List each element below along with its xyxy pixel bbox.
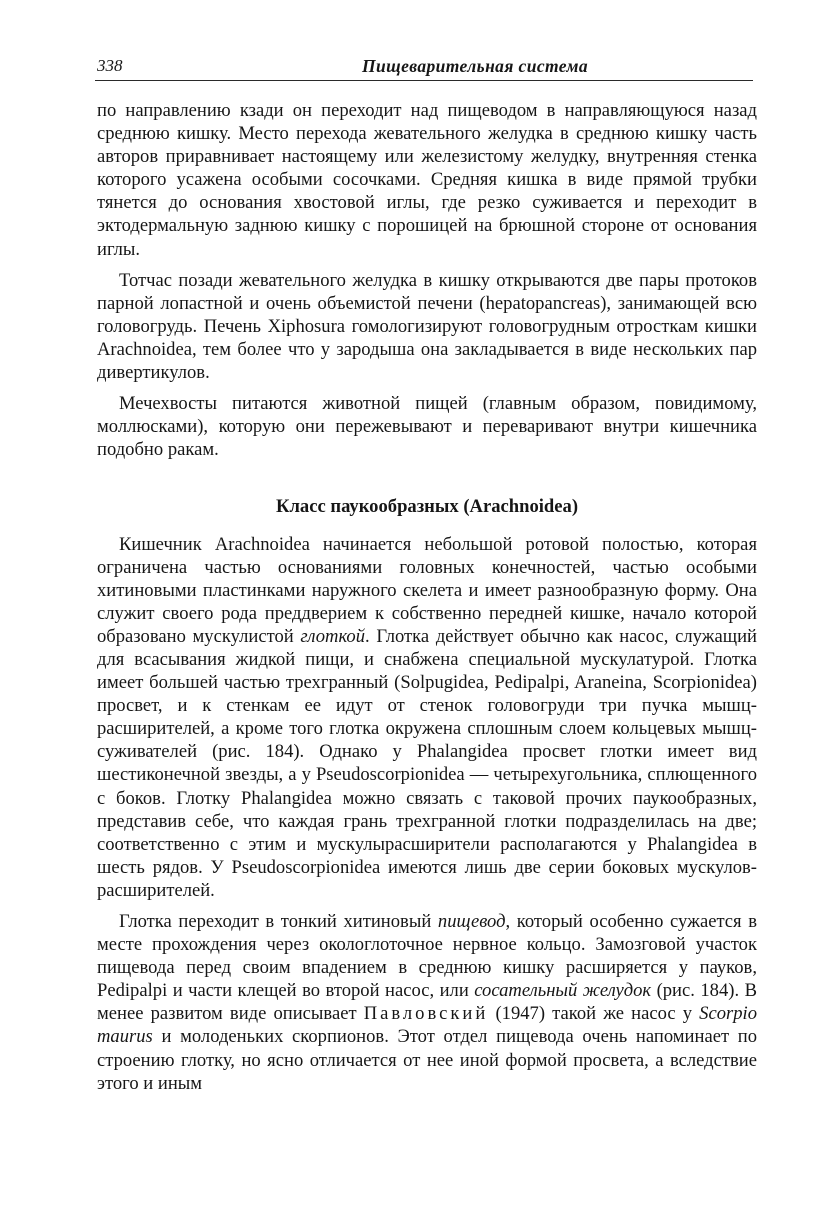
text-run: , который особенно сужается в месте прохождения через окологлоточное нервное кольцо. Замозговой участок пищевода перед своим впадением в среднюю кишку расширяется у пауков, Pedipalpi и части клещей во второй насос, или	[97, 911, 757, 1002]
text-run: (рис. 184). В менее развитом виде описывает	[97, 980, 757, 1025]
emphasized-term: глоткой	[300, 625, 366, 647]
paragraph	[97, 269, 757, 384]
page-number: 338	[97, 56, 123, 75]
paragraphs-before-heading	[97, 99, 757, 461]
section-heading: Класс паукообразных (Arachnoidea)	[275, 496, 579, 518]
emphasized-term: сосательный желудок	[474, 980, 652, 1002]
text-run: Кишечник Arachnoidea начинается небольшой ротовой полостью, которая ограничена частью основаниями головных конечностей, частью особыми хитиновыми пластинками наружного скелета и имеет разнообразную форму. Она служит своего рода преддверием к собственно передней кишке, начало которой образовано мускулистой	[97, 533, 757, 647]
text-run: . Глотка действует обычно как насос, служащий для всасывания жидкой пищи, и снабжена специальной мускулатурой. Глотка имеет большей частью трехгранный (Solpugidea, Pedipalpi, Araneina, Scorpionidea) просвет, и к стенкам ее идут от стенок головогруди три пучка мышц-расширителей, а кроме того глотка окружена сплошным слоем кольцевых мышц-суживателей (рис. 184). Однако у Phalangidea просвет глотки имеет вид шестиконечной звезды, а у Pseudoscorpionidea — четырехугольника, сплющенного с боков. Глотку Phalangidea можно связать с таковой прочих паукообразных, представив себе, что каждая грань трехгранной глотки подразделилась на две; соответственно с этим и мускулырасширители располагаются у Phalangidea в шесть рядов. У Pseudoscorpionidea имеются лишь две серии боковых мускулов-расширителей.	[97, 625, 757, 901]
running-title: Пищеварительная система	[361, 56, 589, 76]
text-run: (1947) такой же насос у	[488, 1003, 700, 1025]
text-run: Глотка переходит в тонкий хитиновый	[119, 911, 438, 932]
author-name: Павловский	[363, 1003, 489, 1025]
emphasized-term: пищевод	[437, 911, 506, 932]
section-paragraphs	[97, 533, 757, 1095]
paragraph	[97, 910, 757, 1095]
paragraph	[97, 533, 757, 903]
emphasized-term: Scorpio maurus	[97, 1003, 757, 1048]
text-run: и молоденьких скорпионов. Этот отдел пищевода очень напоминает по строению глотку, но ясно отличается от нее иной формой просвета, а вследствие этого и иным	[97, 1026, 757, 1094]
paragraph	[97, 99, 757, 261]
text-run: Тотчас позади жевательного желудка в кишку открываются две пары протоков парной лопастной и очень объемистой печени (hepatopancreas), занимающей всю головогрудь. Печень Xiphosura гомологизируют головогрудным отросткам кишки Arachnoidea, тем более что у зародыша она закладывается в виде нескольких пар дивертикулов.	[97, 269, 757, 384]
body-text	[97, 99, 757, 1103]
page-header	[95, 54, 753, 81]
text-run: Мечехвосты питаются животной пищей (главным образом, повидимому, моллюсками), которую они пережевывают и переваривают внутри кишечника подобно ракам.	[97, 393, 757, 461]
paragraph	[97, 392, 757, 461]
text-run: по направлению кзади он переходит над пищеводом в направляющуюся назад среднюю кишку. Место перехода жевательного желудка в среднюю кишку часть авторов приравнивает настоящему или железистому желудку, внутренняя стенка которого усажена особыми сосочками. Средняя кишка в виде прямой трубки тянется до основания хвостовой иглы, где резко суживается и переходит в эктодермальную заднюю кишку с порошицей на брюшной стороне от основания иглы.	[97, 100, 757, 260]
